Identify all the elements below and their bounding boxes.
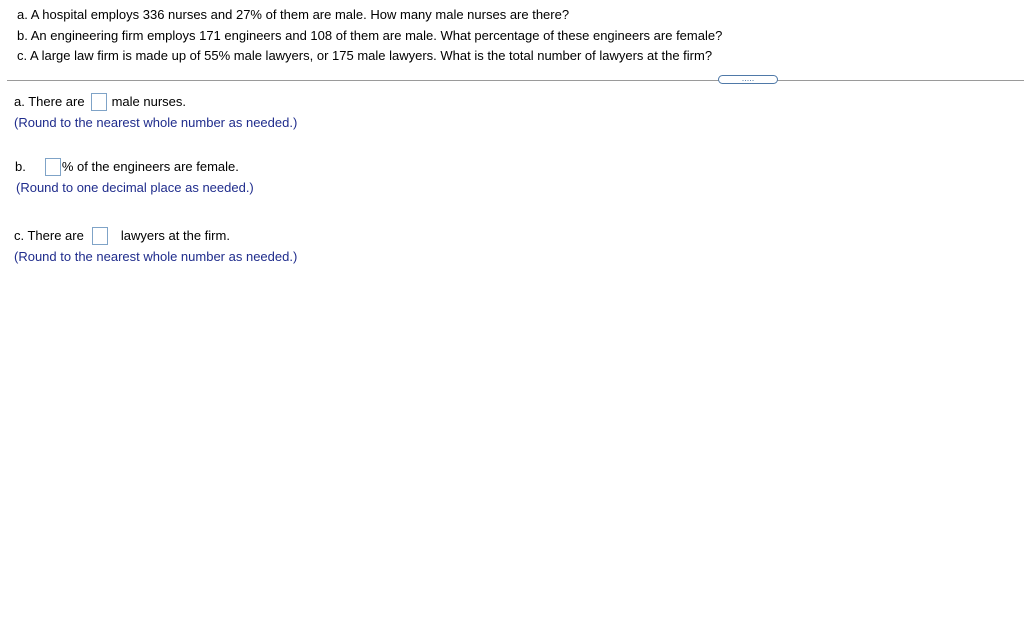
answer-a-input[interactable]: [91, 93, 107, 111]
answer-a-hint: (Round to the nearest whole number as needed.): [14, 115, 298, 130]
answer-b-line: [15, 158, 239, 176]
answer-b-input[interactable]: [45, 158, 61, 176]
more-options-button[interactable]: [718, 72, 778, 84]
question-b: b. An engineering firm employs 171 engineers and 108 of them are male. What percentage of these engineers are female?: [17, 28, 723, 43]
answer-a-line: [14, 93, 186, 111]
more-options-label: .....: [741, 72, 755, 83]
question-c: c. A large law firm is made up of 55% male lawyers, or 175 male lawyers. What is the total number of lawyers at the firm?: [17, 48, 713, 63]
answer-c-hint: (Round to the nearest whole number as needed.): [14, 249, 298, 264]
answer-a-prefix: a. There are: [14, 94, 85, 109]
answer-c-line: [14, 227, 230, 245]
question-a: a. A hospital employs 336 nurses and 27% of them are male. How many male nurses are there?: [17, 7, 570, 22]
answer-c-suffix: lawyers at the firm.: [120, 228, 230, 243]
answer-c-input[interactable]: [92, 227, 108, 245]
answer-c-prefix: c. There are: [14, 228, 84, 243]
section-divider: [7, 80, 1024, 81]
answer-a-suffix: male nurses.: [111, 94, 187, 109]
answer-b-suffix: % of the engineers are female.: [61, 159, 239, 174]
answer-b-hint: (Round to one decimal place as needed.): [16, 180, 254, 195]
answer-b-prefix: b.: [15, 159, 26, 174]
